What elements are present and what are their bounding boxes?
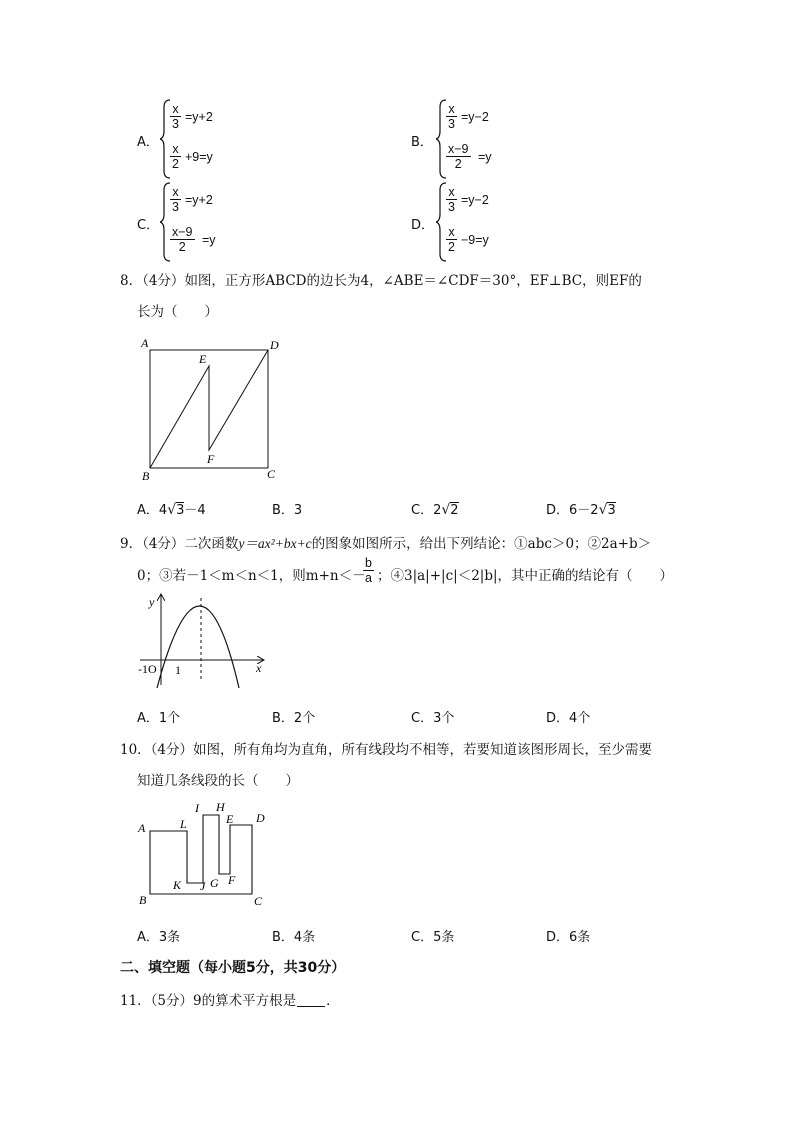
q8-stem-line2: 长为（ ） bbox=[137, 304, 218, 320]
q9-stem-line2-b: ；④3|a|+|c|＜2|b|，其中正确的结论有（ ） bbox=[377, 568, 674, 584]
q9-option-a: A．1个 bbox=[137, 711, 181, 726]
q8-square-figure bbox=[135, 332, 295, 482]
label-B: B bbox=[142, 469, 150, 482]
label-C: C bbox=[254, 894, 263, 908]
label-A: A bbox=[138, 821, 146, 835]
label-K: K bbox=[173, 878, 182, 892]
label-D: D bbox=[256, 811, 265, 825]
q10-stem-line1: 10．（4分）如图，所有角均为直角，所有线段均不相等，若要知道该图形周长，至少需要 bbox=[120, 742, 653, 758]
label-F: F bbox=[207, 452, 215, 466]
label-F: F bbox=[228, 873, 236, 887]
q10-stem-line2: 知道几条线段的长（ ） bbox=[137, 773, 299, 789]
q9-option-b: B．2个 bbox=[272, 711, 316, 726]
label-E: E bbox=[199, 352, 207, 366]
section-title-fill-in: 二、填空题（每小题5分，共30分） bbox=[120, 960, 346, 976]
q9-option-c: C．3个 bbox=[411, 711, 455, 726]
q10-rectilinear-figure bbox=[130, 795, 280, 910]
q9-stem-line1: 9．（4分）二次函数y＝ax²+bx+c的图象如图所示，给出下列结论：①abc＞0；②2a+b＞ bbox=[120, 536, 652, 552]
q8-option-d: D．6－2√3 bbox=[546, 502, 616, 518]
label-L: L bbox=[180, 817, 187, 831]
q8-option-b: B．3 bbox=[272, 503, 303, 518]
q11-stem: 11．（5分）9的算术平方根是 ． bbox=[120, 993, 340, 1009]
q8-option-c: C．2√2 bbox=[411, 502, 459, 518]
q8-stem-line1: 8．（4分）如图，正方形ABCD的边长为4，∠ABE＝∠CDF＝30°，EF⊥BC，则EF的 bbox=[120, 273, 642, 289]
label-J: J bbox=[200, 879, 206, 893]
option-label: D． bbox=[411, 218, 435, 233]
label-I: I bbox=[195, 801, 199, 815]
label-y: y bbox=[149, 595, 155, 609]
label-G: G bbox=[210, 876, 219, 890]
q10-option-c: C．5条 bbox=[411, 930, 455, 945]
label-B: B bbox=[139, 893, 147, 907]
answer-blank[interactable] bbox=[297, 1006, 325, 1007]
q9-option-d: D．4个 bbox=[546, 711, 591, 726]
q9-parabola-figure bbox=[135, 590, 275, 690]
option-label: B． bbox=[411, 135, 433, 150]
q9-fraction: $\frac{b}{a}$ bbox=[365, 556, 372, 585]
label-A: A bbox=[141, 336, 149, 350]
q10-option-b: B．4条 bbox=[272, 930, 316, 945]
label-origin: -1O bbox=[138, 662, 157, 676]
label-x: x bbox=[256, 661, 262, 675]
q10-option-d: D．6条 bbox=[546, 930, 591, 945]
label-one: 1 bbox=[175, 663, 181, 677]
label-C: C bbox=[267, 467, 276, 481]
option-label: A． bbox=[137, 135, 159, 150]
label-D: D bbox=[270, 338, 279, 352]
q9-stem-line2-a: 0；③若－1＜m＜n＜1，则m+n＜－ bbox=[137, 568, 366, 584]
q8-option-a: A．4√3－4 bbox=[137, 502, 206, 518]
q10-option-a: A．3条 bbox=[137, 930, 181, 945]
option-label: C． bbox=[137, 218, 160, 233]
label-E: E bbox=[226, 812, 234, 826]
label-H: H bbox=[216, 800, 225, 814]
